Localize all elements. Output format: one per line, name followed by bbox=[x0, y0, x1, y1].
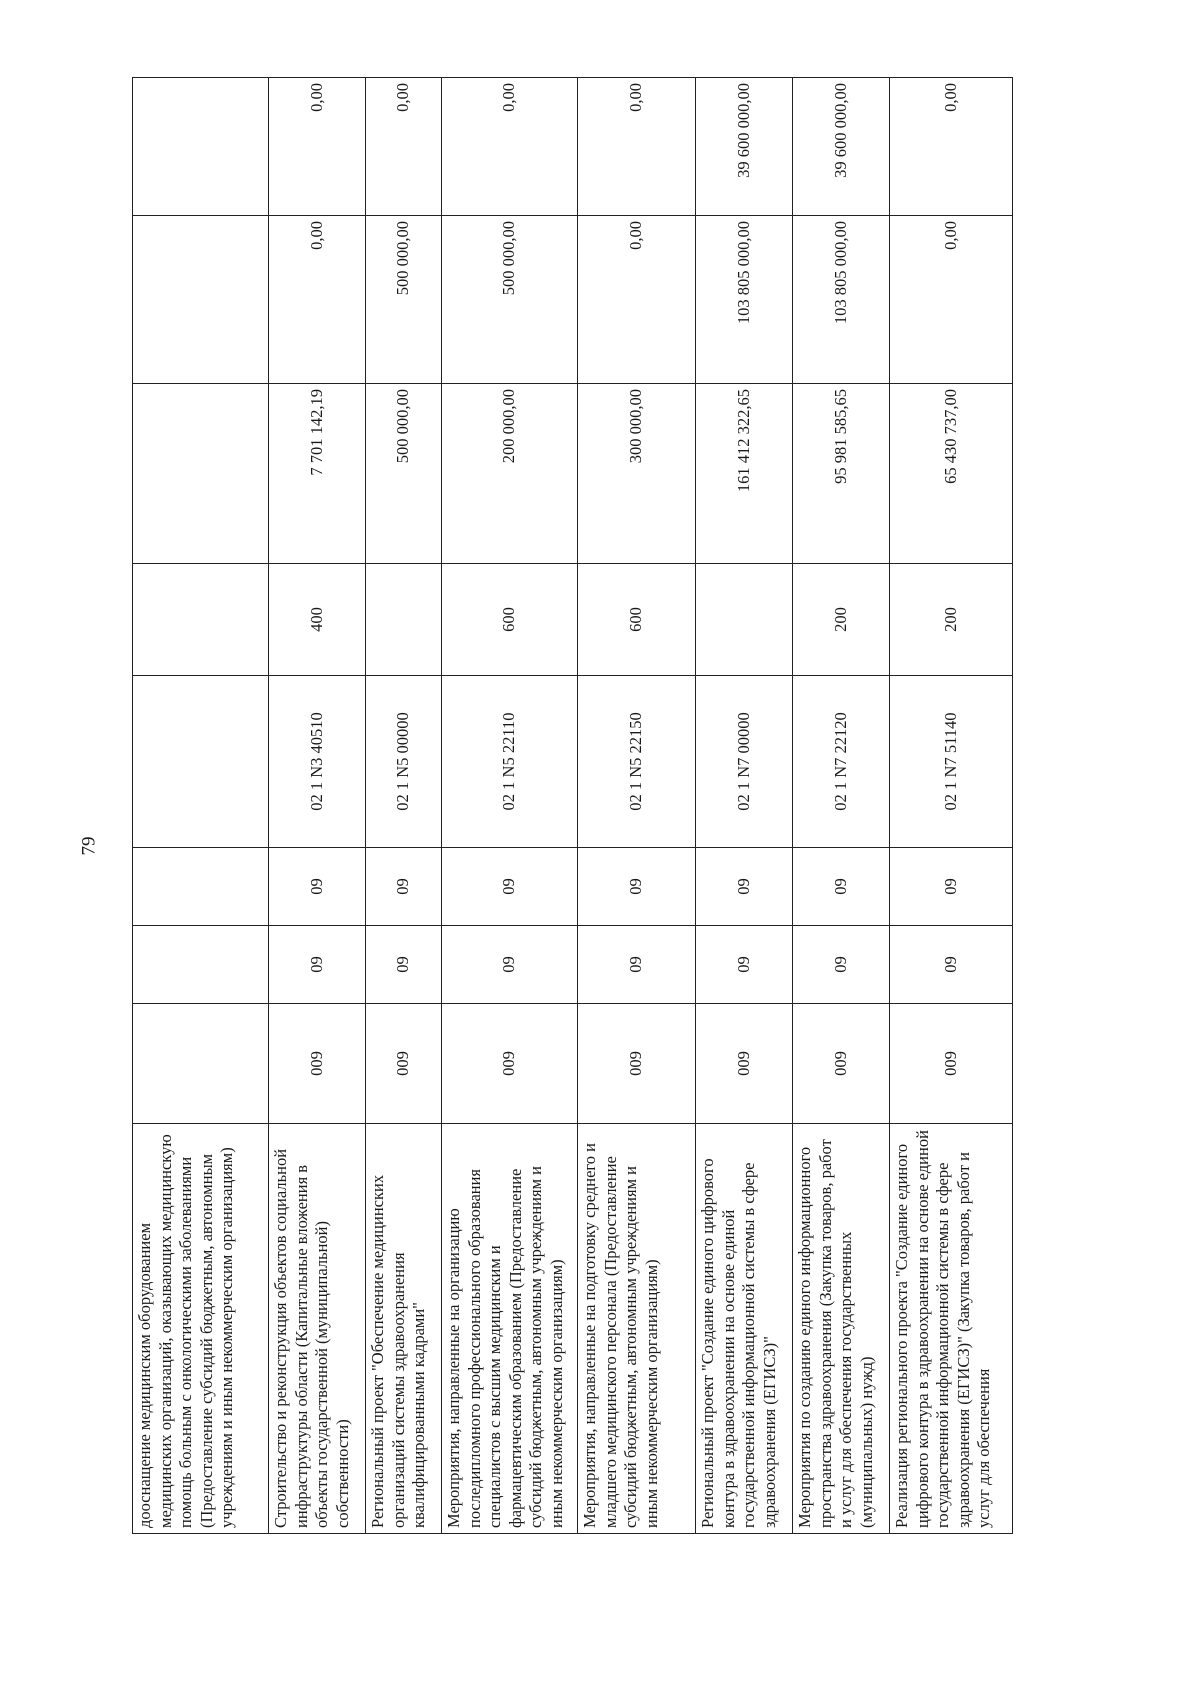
grbs-code: 009 bbox=[269, 1004, 366, 1124]
grbs-code: 009 bbox=[366, 1004, 442, 1124]
expense-type-code: 200 bbox=[793, 564, 890, 676]
grbs-code: 009 bbox=[578, 1004, 696, 1124]
amount-year-1: 7 701 142,19 bbox=[269, 384, 366, 564]
target-article-code: 02 1 N7 00000 bbox=[696, 676, 793, 848]
expense-type-code bbox=[696, 564, 793, 676]
table-row bbox=[578, 78, 696, 1534]
grbs-code: 009 bbox=[442, 1004, 578, 1124]
expense-type-code bbox=[133, 564, 269, 676]
expense-type-code: 600 bbox=[442, 564, 578, 676]
table-row bbox=[890, 78, 1013, 1534]
amount-year-2: 500 000,00 bbox=[366, 216, 442, 384]
amount-year-1: 95 981 585,65 bbox=[793, 384, 890, 564]
target-article-code: 02 1 N3 40510 bbox=[269, 676, 366, 848]
budget-table-rotated bbox=[132, 78, 1012, 1534]
table-row bbox=[133, 78, 269, 1534]
amount-year-3: 39 600 000,00 bbox=[696, 78, 793, 216]
amount-year-2: 103 805 000,00 bbox=[696, 216, 793, 384]
section-code: 09 bbox=[442, 926, 578, 1004]
subsection-code: 09 bbox=[366, 848, 442, 926]
table-row bbox=[269, 78, 366, 1534]
subsection-code bbox=[133, 848, 269, 926]
subsection-code: 09 bbox=[890, 848, 1013, 926]
subsection-code: 09 bbox=[269, 848, 366, 926]
amount-year-2: 0,00 bbox=[578, 216, 696, 384]
table-row bbox=[442, 78, 578, 1534]
amount-year-2 bbox=[133, 216, 269, 384]
amount-year-1 bbox=[133, 384, 269, 564]
grbs-code bbox=[133, 1004, 269, 1124]
row-description: Мероприятия, направленные на организацию последипломного профессионального образования специалистов с высшим медицинским и фармацевтическим образованием (Предоставление субсидий бюджетным, автономным учреждениям и иным некоммерческим организациям) bbox=[442, 1124, 578, 1534]
target-article-code: 02 1 N5 00000 bbox=[366, 676, 442, 848]
row-description: дооснащение медицинским оборудованием медицинских организаций, оказывающих медицинскую помощь больным с онкологическими заболеваниями (Предоставление субсидий бюджетным, автономным учреждениям и иным некоммерческим организациям) bbox=[133, 1124, 269, 1534]
table-row bbox=[366, 78, 442, 1534]
table-row bbox=[793, 78, 890, 1534]
subsection-code: 09 bbox=[578, 848, 696, 926]
section-code: 09 bbox=[890, 926, 1013, 1004]
amount-year-3: 0,00 bbox=[269, 78, 366, 216]
amount-year-1: 65 430 737,00 bbox=[890, 384, 1013, 564]
target-article-code: 02 1 N5 22150 bbox=[578, 676, 696, 848]
row-description: Строительство и реконструкция объектов социальной инфраструктуры области (Капитальные вложения в объекты государственной (муниципальной) собственности) bbox=[269, 1124, 366, 1534]
subsection-code: 09 bbox=[793, 848, 890, 926]
amount-year-1: 161 412 322,65 bbox=[696, 384, 793, 564]
row-description: Региональный проект "Создание единого цифрового контура в здравоохранении на основе единой государственной информационной системы в сфере здравоохранения (ЕГИСЗ)" bbox=[696, 1124, 793, 1534]
amount-year-3: 0,00 bbox=[366, 78, 442, 216]
section-code bbox=[133, 926, 269, 1004]
row-description: Реализация регионального проекта "Создание единого цифрового контура в здравоохранении на основе единой государственной информационной системы в сфере здравоохранения (ЕГИСЗ)" (Закупка товаров, работ и услуг для обеспечения bbox=[890, 1124, 1013, 1534]
expense-type-code bbox=[366, 564, 442, 676]
amount-year-2: 0,00 bbox=[269, 216, 366, 384]
amount-year-2: 500 000,00 bbox=[442, 216, 578, 384]
row-description: Региональный проект "Обеспечение медицинских организаций системы здравоохранения квалифицированными кадрами" bbox=[366, 1124, 442, 1534]
expense-type-code: 400 bbox=[269, 564, 366, 676]
amount-year-3: 0,00 bbox=[442, 78, 578, 216]
grbs-code: 009 bbox=[696, 1004, 793, 1124]
target-article-code: 02 1 N7 22120 bbox=[793, 676, 890, 848]
amount-year-3: 0,00 bbox=[890, 78, 1013, 216]
subsection-code: 09 bbox=[696, 848, 793, 926]
amount-year-3 bbox=[133, 78, 269, 216]
page-number: 79 bbox=[78, 836, 100, 856]
grbs-code: 009 bbox=[793, 1004, 890, 1124]
row-description: Мероприятия по созданию единого информационного пространства здравоохранения (Закупка товаров, работ и услуг для обеспечения государственных (муниципальных) нужд) bbox=[793, 1124, 890, 1534]
section-code: 09 bbox=[578, 926, 696, 1004]
amount-year-2: 103 805 000,00 bbox=[793, 216, 890, 384]
expense-type-code: 200 bbox=[890, 564, 1013, 676]
target-article-code bbox=[133, 676, 269, 848]
amount-year-3: 0,00 bbox=[578, 78, 696, 216]
section-code: 09 bbox=[366, 926, 442, 1004]
amount-year-2: 0,00 bbox=[890, 216, 1013, 384]
grbs-code: 009 bbox=[890, 1004, 1013, 1124]
target-article-code: 02 1 N7 51140 bbox=[890, 676, 1013, 848]
row-description: Мероприятия, направленные на подготовку среднего и младшего медицинского персонала (Предоставление субсидий бюджетным, автономным учреждениям и иным некоммерческим организациям) bbox=[578, 1124, 696, 1534]
amount-year-1: 200 000,00 bbox=[442, 384, 578, 564]
expense-type-code: 600 bbox=[578, 564, 696, 676]
section-code: 09 bbox=[269, 926, 366, 1004]
table-row bbox=[696, 78, 793, 1534]
amount-year-1: 300 000,00 bbox=[578, 384, 696, 564]
subsection-code: 09 bbox=[442, 848, 578, 926]
section-code: 09 bbox=[793, 926, 890, 1004]
amount-year-1: 500 000,00 bbox=[366, 384, 442, 564]
budget-table bbox=[132, 77, 1013, 1534]
section-code: 09 bbox=[696, 926, 793, 1004]
target-article-code: 02 1 N5 22110 bbox=[442, 676, 578, 848]
amount-year-3: 39 600 000,00 bbox=[793, 78, 890, 216]
